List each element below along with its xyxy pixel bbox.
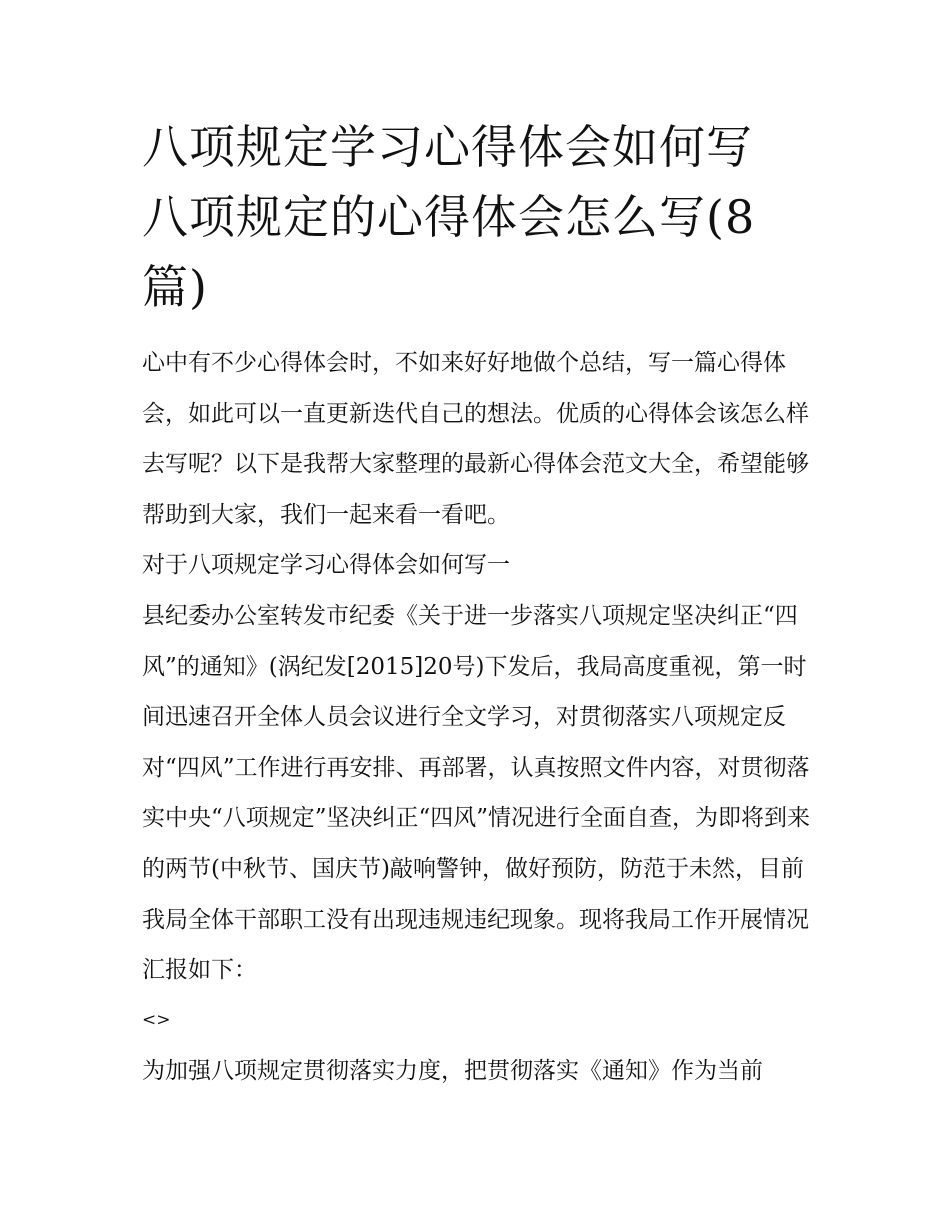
document-content <box>142 112 814 1096</box>
body-paragraph: 县纪委办公室转发市纪委《关于进一步落实八项规定坚决纠正“四风”的通知》(涡纪发[2015]20号)下发后，我局高度重视，第一时间迅速召开全体人员会议进行全文学习，对贯彻落实八项规定反对“四风”工作进行再安排、再部署，认真按照文件内容，对贯彻落实中央“八项规定”坚决纠正“四风”情况进行全面自查，为即将到来的两节(中秋节、国庆节)敲响警钟，做好预防，防范于未然，目前我局全体干部职工没有出现违规违纪现象。现将我局工作开展情况汇报如下： <box>142 602 811 984</box>
title-line-2: 八项规定的心得体会怎么写(8 <box>142 190 756 244</box>
title-line-1: 八项规定学习心得体会如何写 <box>142 120 753 174</box>
section-heading: 对于八项规定学习心得体会如何写一 <box>142 552 510 579</box>
document-body <box>142 338 814 1096</box>
body-paragraph-continued: 为加强八项规定贯彻落实力度，把贯彻落实《通知》作为当前 <box>142 1057 763 1084</box>
intro-paragraph: 心中有不少心得体会时，不如来好好地做个总结，写一篇心得体会，如此可以一直更新迭代自己的想法。优质的心得体会该怎么样去写呢？以下是我帮大家整理的最新心得体会范文大全，希望能够帮助到大家，我们一起来看一看吧。 <box>142 350 809 528</box>
title-line-3: 篇) <box>142 260 208 314</box>
placeholder-mark: <> <box>142 1009 171 1030</box>
document-title <box>142 112 814 322</box>
